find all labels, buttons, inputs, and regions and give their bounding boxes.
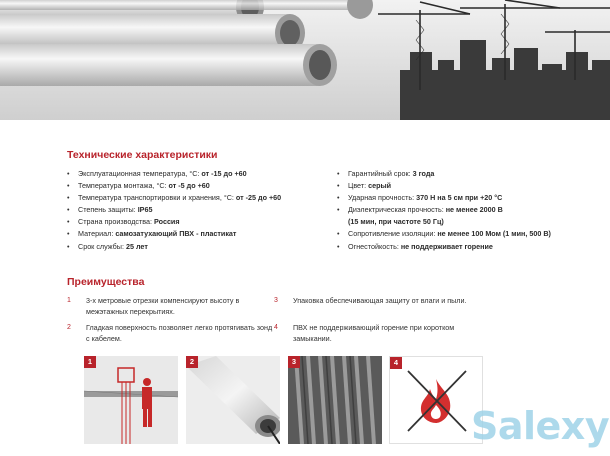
specs-list-left xyxy=(67,168,281,253)
tile-smooth-surface xyxy=(186,356,280,444)
tile-number: 1 xyxy=(84,356,96,368)
spec-label: Ударная прочность: xyxy=(348,193,417,203)
building-cross-section-icon xyxy=(84,356,178,444)
tile-number: 4 xyxy=(390,357,402,369)
tile-fire-resistant xyxy=(389,356,483,444)
spec-value: 25 лет xyxy=(125,241,148,251)
advantage-number: 3 xyxy=(274,297,278,304)
advantages-heading: Преимущества xyxy=(67,276,145,288)
specs-heading: Технические характеристики xyxy=(67,149,218,161)
spec-item xyxy=(337,241,551,253)
spec-label: Сопротивление изоляции: xyxy=(348,229,438,239)
spec-item xyxy=(337,180,551,192)
spec-item xyxy=(67,241,281,253)
hero-pipes-and-cranes xyxy=(0,0,610,120)
spec-value: от -5 до +60 xyxy=(168,181,210,191)
spec-item xyxy=(67,204,281,216)
spec-item xyxy=(337,168,551,180)
spec-item xyxy=(67,180,281,192)
spec-item xyxy=(67,192,281,204)
pipe-with-cable-icon xyxy=(186,356,280,444)
spec-label: Огнестойкость: xyxy=(348,241,401,251)
spec-value: самозатухающий ПВХ - пластикат xyxy=(115,229,237,239)
spec-label: Температура транспортировки и хранения, °С: xyxy=(78,193,236,203)
spec-value: Россия xyxy=(154,217,180,227)
spec-item xyxy=(337,228,551,240)
hero-image xyxy=(0,0,610,120)
spec-item-continued xyxy=(337,216,551,228)
spec-value: не менее 2000 В xyxy=(445,205,503,215)
spec-value: от -15 до +60 xyxy=(201,169,247,178)
advantage-number: 4 xyxy=(274,324,278,331)
no-fire-icon xyxy=(390,357,483,444)
tile-number: 2 xyxy=(186,356,198,368)
spec-value: 370 Н на 5 см при +20 °С xyxy=(416,193,503,203)
spec-label: Эксплуатационная температура, °С: xyxy=(78,169,202,178)
spec-label: Степень защиты: xyxy=(78,205,138,215)
spec-item xyxy=(67,216,281,228)
spec-value: не менее 100 Мом (1 мин, 500 В) xyxy=(437,229,551,239)
advantage-text: Упаковка обеспечивающая защиту от влаги и пыли. xyxy=(293,296,467,305)
spec-label: Материал: xyxy=(78,229,116,239)
spec-item xyxy=(67,168,281,180)
spec-value: 3 года xyxy=(412,169,435,178)
spec-label: Гарантийный срок: xyxy=(348,169,413,178)
specs-list-right xyxy=(337,168,551,253)
spec-item xyxy=(67,228,281,240)
tile-floor-height xyxy=(84,356,178,444)
spec-value: (15 мин, при частоте 50 Гц) xyxy=(348,217,444,227)
spec-label: Страна производства: xyxy=(78,217,155,227)
advantage-text: Гладкая поверхность позволяет легко протягивать зонд с кабелем. xyxy=(86,323,273,343)
spec-item xyxy=(337,204,551,216)
advantage-number: 1 xyxy=(67,297,71,304)
advantage-number: 2 xyxy=(67,324,71,331)
tile-number: 3 xyxy=(288,356,300,368)
spec-label: Срок службы: xyxy=(78,241,126,251)
packaged-pipes-icon xyxy=(288,356,382,444)
spec-value: серый xyxy=(368,181,392,191)
spec-value: IP65 xyxy=(137,205,153,215)
spec-label: Диэлектрическая прочность: xyxy=(348,205,446,215)
watermark-logo: Salexy xyxy=(471,404,610,448)
spec-value: не поддерживает горение xyxy=(400,241,493,251)
advantage-text: ПВХ не поддерживающий горение при коротком замыкании. xyxy=(293,323,455,343)
spec-value: от -25 до +60 xyxy=(235,193,282,203)
spec-label: Температура монтажа, °С: xyxy=(78,181,169,191)
spec-item xyxy=(337,192,551,204)
tile-packaging xyxy=(288,356,382,444)
advantage-text: 3-х метровые отрезки компенсируют высоту в межэтажных перекрытиях. xyxy=(86,296,240,316)
spec-label: Цвет: xyxy=(348,181,369,191)
